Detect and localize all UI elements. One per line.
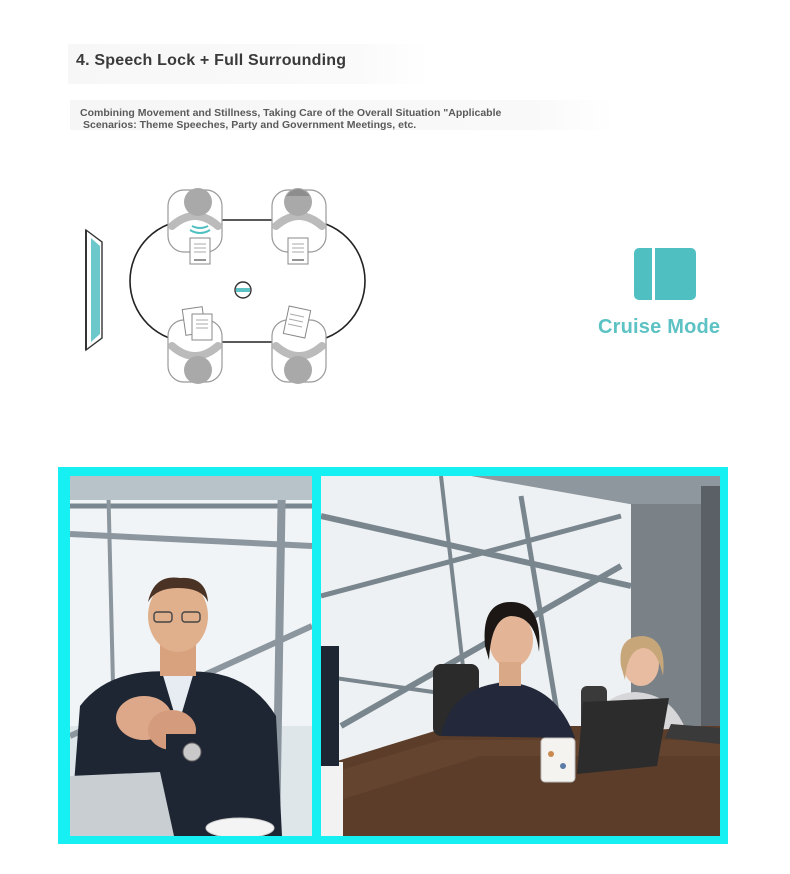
mode-label: Cruise Mode (598, 316, 721, 338)
page-title: 4. Speech Lock + Full Surrounding (76, 52, 347, 69)
conference-table-icon (130, 220, 365, 342)
subtitle-line-2: Scenarios: Theme Speeches, Party and Government Meetings, etc. (83, 119, 417, 131)
meeting-room-diagram (80, 180, 380, 397)
video-frame (58, 467, 728, 844)
document-icon (288, 238, 308, 264)
subtitle-line-1: Combining Movement and Stillness, Taking Care of the Overall Situation "Applicable (80, 107, 502, 119)
subtitle (80, 107, 620, 131)
split-panel-icon (634, 248, 696, 305)
document-icon (190, 238, 210, 264)
display-screen-icon (86, 230, 102, 350)
speaker-close-up-pane (70, 476, 312, 836)
microphone-camera-icon (235, 282, 251, 298)
meeting-overview-pane (321, 476, 720, 836)
